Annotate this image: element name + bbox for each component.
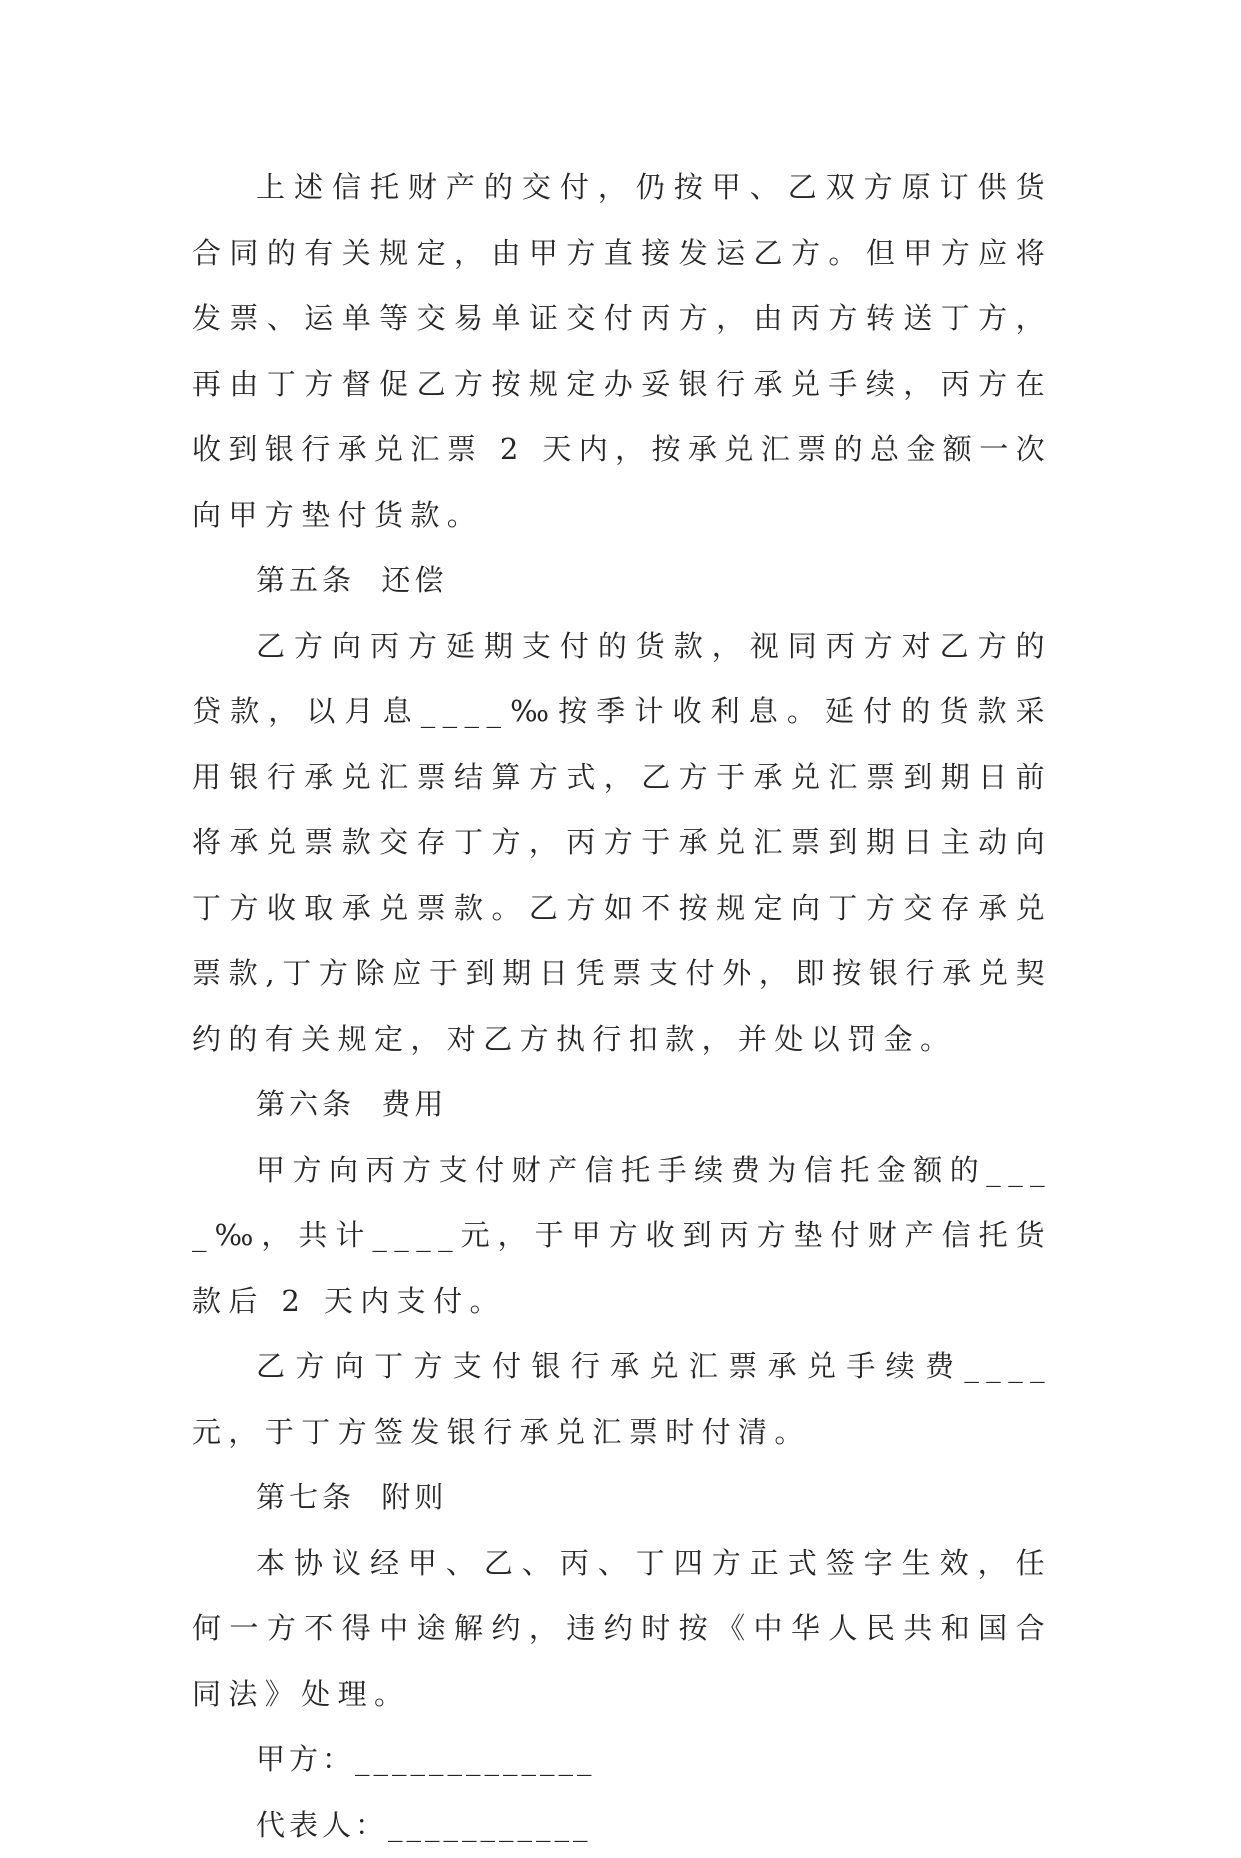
signature-party-a-label: 甲方： [256,1742,355,1776]
signature-representative-label: 代表人： [256,1808,388,1842]
document-body [192,155,1052,1858]
signature-party-a [192,1727,1052,1793]
paragraph-trust-fee: 甲方向丙方支付财产信托手续费为信托金额的____‰，共计____元，于甲方收到丙方垫付财产信托货款后 2 天内支付。 [192,1138,1052,1335]
paragraph-acceptance-fee: 乙方向丁方支付银行承兑汇票承兑手续费____元，于丁方签发银行承兑汇票时付清。 [192,1334,1052,1465]
article-6-heading: 第六条 费用 [192,1072,1052,1138]
signature-party-a-blank: _____________ [355,1742,596,1776]
article-7-heading: 第七条 附则 [192,1465,1052,1531]
paragraph-trust-property-delivery: 上述信托财产的交付，仍按甲、乙双方原订供货合同的有关规定，由甲方直接发运乙方。但甲方应将发票、运单等交易单证交付丙方，由丙方转送丁方，再由丁方督促乙方按规定办妥银行承兑手续，丙方在收到银行承兑汇票 2 天内，按承兑汇票的总金额一次向甲方垫付货款。 [192,155,1052,548]
signature-representative-blank: ___________ [388,1808,592,1842]
signature-representative [192,1793,1052,1858]
paragraph-repayment-terms: 乙方向丙方延期支付的货款，视同丙方对乙方的贷款，以月息____‰按季计收利息。延付的货款采用银行承兑汇票结算方式，乙方于承兑汇票到期日前将承兑票款交存丁方，丙方于承兑汇票到期日主动向丁方收取承兑票款。乙方如不按规定向丁方交存承兑票款,丁方除应于到期日凭票支付外，即按银行承兑契约的有关规定，对乙方执行扣款，并处以罚金。 [192,614,1052,1073]
article-5-heading: 第五条 还偿 [192,548,1052,614]
paragraph-effectiveness: 本协议经甲、乙、丙、丁四方正式签字生效，任何一方不得中途解约，违约时按《中华人民共和国合同法》处理。 [192,1531,1052,1728]
